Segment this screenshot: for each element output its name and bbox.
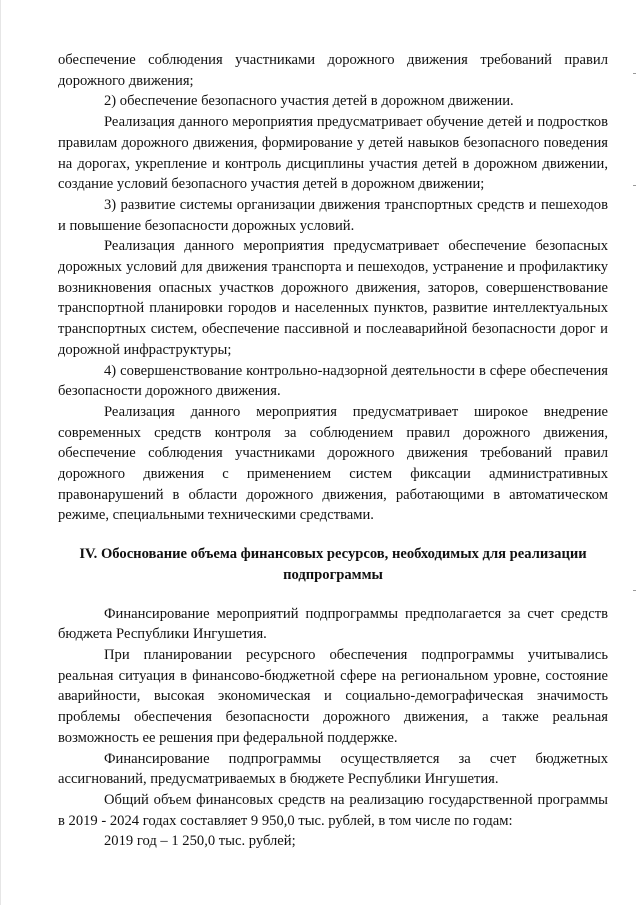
document-page [58, 50, 608, 852]
paragraph: Реализация данного мероприятия предусматривает обеспечение безопасных дорожных условий для движения транспорта и пешеходов, устранение и профилактику возникновения опасных участков дорожного движения, заторов, совершенствование транспортной планировки городов и населенных пунктов, развитие интеллектуальных транспортных систем, обеспечение пассивной и послеаварийной безопасности дорог и дорожной инфраструктуры; [58, 238, 608, 358]
paragraph: 2019 год – 1 250,0 тыс. рублей; [104, 833, 296, 850]
section-heading-text: IV. Обоснование объема финансовых ресурсов, необходимых для реализации подпрограммы [79, 546, 587, 583]
list-item-3: 3) развитие системы организации движения транспортных средств и пешеходов и повышение безопасности дорожных условий. [58, 196, 608, 234]
paragraph: Финансирование подпрограммы осуществляется за счет бюджетных ассигнований, предусматриваемых в бюджете Республики Ингушетия. [58, 750, 608, 788]
section-heading [58, 544, 608, 585]
margin-mark [633, 590, 636, 591]
paragraph: Финансирование мероприятий подпрограммы предполагается за счет средств бюджета Республики Ингушетия. [58, 605, 608, 643]
paragraph: Реализация данного мероприятия предусматривает широкое внедрение современных средств контроля за соблюдением правил дорожного движения, обеспечение соблюдения участниками дорожного движения требований правил дорожного движения с применением систем фиксации административных правонарушений в области дорожного движения, работающими в автоматическом режиме, специальными техническими средствами. [58, 403, 608, 524]
margin-mark [633, 185, 636, 186]
list-item-4: 4) совершенствование контрольно-надзорной деятельности в сфере обеспечения безопасности дорожного движения. [58, 362, 608, 400]
paragraph: Реализация данного мероприятия предусматривает обучение детей и подростков правилам дорожного движения, формирование у детей навыков безопасного поведения на дорогах, укрепление и контроль дисциплины участия детей в дорожном движении, создание условий безопасного участия детей в дорожном движении; [58, 114, 608, 193]
page-left-edge [0, 0, 1, 905]
paragraph: Общий объем финансовых средств на реализацию государственной программы в 2019 - 2024 годах составляет 9 950,0 тыс. рублей, в том числе по годам: [58, 791, 608, 829]
paragraph: При планировании ресурсного обеспечения подпрограммы учитывались реальная ситуация в финансово-бюджетной сфере на региональном уровне, состояние аварийности, высокая экономическая и социально-демографическая значимость проблемы обеспечения безопасности дорожного движения, а также реальная возможность ее решения при федеральной поддержке. [58, 646, 608, 746]
margin-mark [633, 73, 636, 74]
list-item-2: 2) обеспечение безопасного участия детей в дорожном движении. [104, 93, 514, 110]
paragraph: обеспечение соблюдения участниками дорожного движения требований правил дорожного движения; [58, 52, 608, 89]
